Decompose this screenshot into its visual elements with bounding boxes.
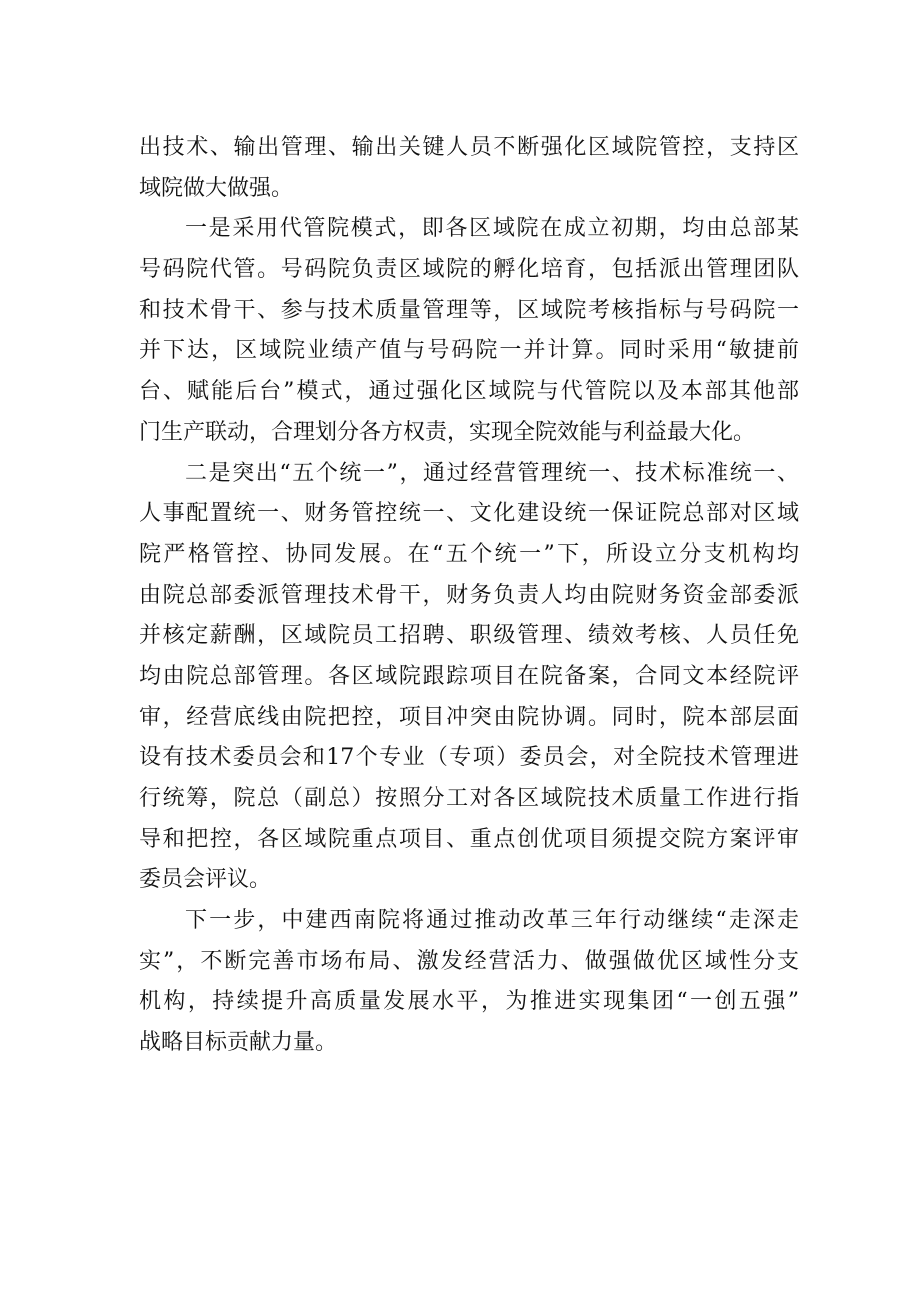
paragraph-4 [139, 901, 799, 1064]
text-line: 行统筹，院总（副总）按照分工对各区域院技术质量工作进行指 [139, 786, 799, 811]
text-line: 台、赋能后台”模式，通过强化区域院与代管院以及本部其他部 [139, 379, 799, 405]
text-line: 二是突出“五个统一”，通过经营管理统一、技术标准统一、 [185, 460, 799, 486]
text-line: 委员会评议。 [139, 867, 272, 893]
document-body [139, 128, 799, 1064]
text-line: 门生产联动，合理划分各方权责，实现全院效能与利益最大化。 [139, 419, 756, 445]
text-line: 导和把控，各区域院重点项目、重点创优项目须提交院方案评审 [139, 826, 799, 852]
text-line: 机构，持续提升高质量发展水平，为推进实现集团“一创五强” [139, 989, 799, 1015]
text-line: 均由院总部管理。各区域院跟踪项目在院备案，合同文本经院评 [139, 663, 799, 689]
text-line: 域院做大做强。 [139, 175, 294, 201]
text-line: 人事配置统一、财务管控统一、文化建设统一保证院总部对区域 [139, 501, 799, 527]
text-line: 由院总部委派管理技术骨干，财务负责人均由院财务资金部委派 [139, 582, 799, 608]
paragraph-3 [139, 454, 799, 902]
text-line: 并下达，区域院业绩产值与号码院一并计算。同时采用“敏捷前 [139, 338, 799, 364]
text-line: 审，经营底线由院把控，项目冲突由院协调。同时，院本部层面 [139, 704, 799, 730]
text-line: 下一步，中建西南院将通过推动改革三年行动继续“走深走 [185, 908, 799, 934]
text-line: 实”，不断完善市场布局、激发经营活力、做强做优区域性分支 [139, 948, 799, 974]
paragraph-2 [139, 209, 799, 453]
text-line: 号码院代管。号码院负责区域院的孵化培育，包括派出管理团队 [139, 257, 799, 283]
text-line: 战略目标贡献力量。 [139, 1030, 338, 1056]
text-line: 出技术、输出管理、输出关键人员不断强化区域院管控，支持区 [139, 135, 799, 160]
text-line: 院严格管控、协同发展。在“五个统一”下，所设立分支机构均 [139, 541, 799, 567]
text-line: 设有技术委员会和17个专业（专项）委员会，对全院技术管理进 [139, 745, 799, 771]
paragraph-1 [139, 128, 799, 209]
text-line: 一是采用代管院模式，即各区域院在成立初期，均由总部某 [185, 216, 799, 242]
text-line: 和技术骨干、参与技术质量管理等，区域院考核指标与号码院一 [139, 297, 799, 323]
text-line: 并核定薪酬，区域院员工招聘、职级管理、绩效考核、人员任免 [139, 623, 799, 649]
